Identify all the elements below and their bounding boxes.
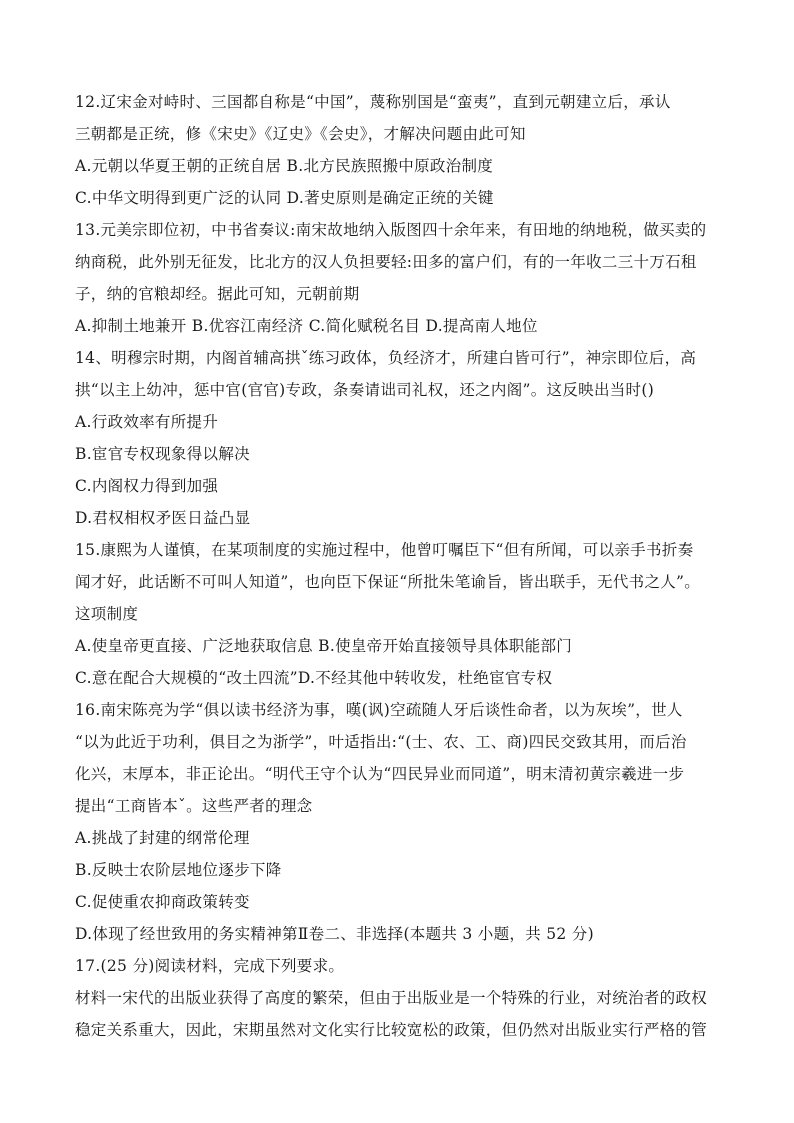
q12-stem-line-2: 三朝都是正统，修《宋史》《辽史》《会史》，才解决问题由此可知: [75, 125, 526, 143]
q12-options-line-2: C.中华文明得到更广泛的认同 D.著史原则是确定正统的关键: [75, 189, 494, 207]
q16-stem-line-1: 16.南宋陈亮为学“俱以读书经济为事，嘆(讽)空疏随人牙后谈性命者，以为灰埃”，世人: [75, 701, 683, 719]
q14-option-d: D.君权相权矛医日益凸显: [75, 509, 251, 527]
q14-option-a: A.行政效率有所提升: [75, 413, 219, 431]
q14-stem-line-2: 拱“以主上幼冲，惩中官(官官)专政，条奏请诎司礼权，还之内阁”。这反映出当时(): [75, 381, 655, 399]
q17-material-line-1: 材料一宋代的出版业获得了高度的繁荣，但由于出版业是一个特殊的行业，对统治者的政权: [75, 989, 708, 1007]
q16-option-b: B.反映士农阶层地位逐步下降: [75, 861, 282, 879]
q14-stem-line-1: 14、明穆宗时期，内阁首辅高拱ˇ练习政体，负经济才，所建白皆可行”，神宗即位后，高: [75, 349, 697, 367]
q14-option-c: C.内阁权力得到加强: [75, 477, 219, 495]
q12-options-line-1: A.元朝以华夏王朝的正统自居 B.北方民族照搬中原政治制度: [75, 157, 494, 175]
q16-stem-line-4: 提出“工商皆本ˇ。这些严者的理念: [75, 797, 313, 815]
q13-options-line-1: A.抑制土地兼开 B.优容江南经济 C.简化赋税名目 D.提高南人地位: [75, 317, 538, 335]
q13-stem-line-1: 13.元美宗即位初，中书省奏议:南宋故地纳入版图四十余年来，有田地的纳地税，做买卖的: [75, 221, 707, 239]
q14-option-b: B.宦官专权现象得以解决: [75, 445, 250, 463]
q13-stem-line-2: 纳商税，此外别无征发，比北方的汉人负担要轻:田多的富户们，有的一年收二三十万石租: [75, 253, 697, 271]
q16-option-d: D.体现了经世致用的务实精神第Ⅱ卷二、非选择(本题共 3 小题，共 52 分): [75, 925, 594, 943]
q15-stem-line-3: 这项制度: [75, 605, 139, 623]
q17-stem-line-1: 17.(25 分)阅读材料，完成下列要求。: [75, 957, 345, 975]
q15-stem-line-1: 15.康熙为人谨慎，在某项制度的实施过程中，他曾叮嘱臣下“但有所闻，可以亲手书折奏: [75, 541, 694, 559]
q16-stem-line-2: “以为此近于功利，俱目之为浙学”，叶适指出:“(士、农、工、商)四民交致其用，而后治: [75, 733, 687, 751]
q16-option-c: C.促使重农抑商政策转变: [75, 893, 250, 911]
q15-options-line-1: A.使皇帝更直接、广泛地获取信息 B.使皇帝开始直接领导具体职能部门: [75, 637, 573, 655]
q13-stem-line-3: 子，纳的官粮却经。据此可知，元朝前期: [75, 285, 360, 303]
q17-material-line-2: 稳定关系重大，因此，宋期虽然对文化实行比较宽松的政策，但仍然对出版业实行严格的管: [75, 1021, 708, 1039]
q15-stem-line-2: 闻才好，此话断不可叫人知道”，也向臣下保证“所批朱笔谕旨，皆出联手，无代书之人”。: [75, 573, 701, 591]
q15-options-line-2: C.意在配合大规模的“改土四流”D.不经其他中转收发，杜绝宦官专权: [75, 669, 553, 687]
q16-stem-line-3: 化兴，末厚本，非正论出。“明代王守个认为“四民异业而同道”，明末清初黄宗羲进一步: [75, 765, 685, 783]
q12-stem-line-1: 12.辽宋金对峙时、三国都自称是“中国”，蔑称别国是“蛮夷”，直到元朝建立后，承认: [75, 93, 671, 111]
q16-option-a: A.挑战了封建的纲常伦理: [75, 829, 250, 847]
